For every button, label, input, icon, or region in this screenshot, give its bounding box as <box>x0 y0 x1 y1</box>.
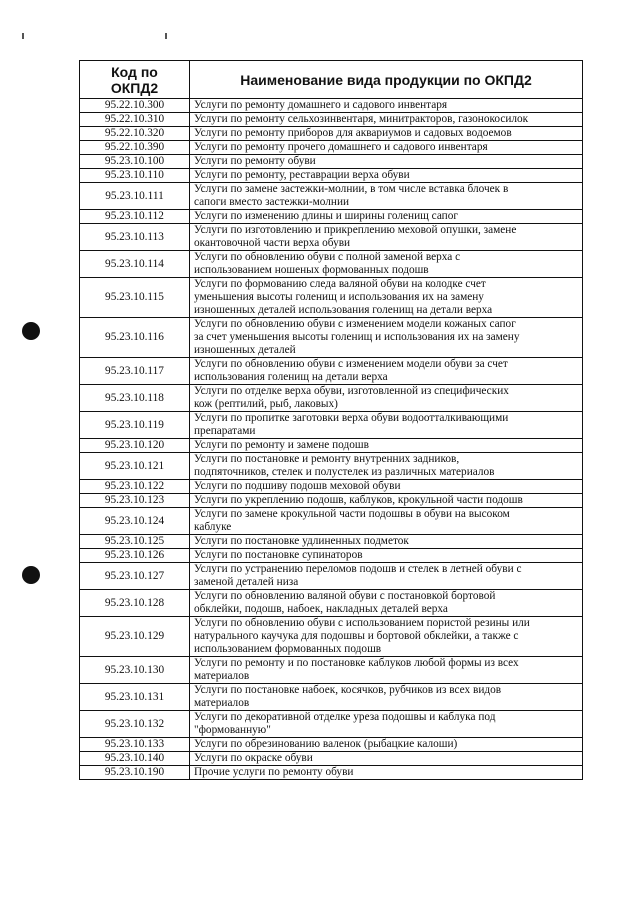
table-row <box>80 453 583 480</box>
okpd2-code: 95.23.10.190 <box>80 766 190 780</box>
table-row <box>80 549 583 563</box>
product-name-line: Услуги по ремонту и по постановке каблуков любой формы из всех <box>194 657 519 669</box>
table-row <box>80 210 583 224</box>
product-name <box>190 412 583 439</box>
header-code-line: ОКПД2 <box>110 79 159 96</box>
product-name-line: Услуги по замене крокульной части подошвы в обуви на высоком <box>194 508 510 520</box>
product-name <box>190 155 583 169</box>
product-name-line: изношенных деталей использования голенищ на детали верха <box>194 304 493 316</box>
okpd2-code: 95.22.10.300 <box>80 99 190 113</box>
product-name-line: за счет уменьшения высоты голенищ и использования их на замену <box>194 331 520 343</box>
table-row <box>80 385 583 412</box>
table-row <box>80 590 583 617</box>
okpd2-code: 95.23.10.127 <box>80 563 190 590</box>
product-name-line: Услуги по обновлению обуви с использованием пористой резины или <box>194 617 530 629</box>
okpd2-table <box>79 60 583 780</box>
table-row <box>80 318 583 358</box>
header-name: Наименование вида продукции по ОКПД2 <box>190 61 583 99</box>
okpd2-code: 95.23.10.117 <box>80 358 190 385</box>
okpd2-code: 95.23.10.133 <box>80 738 190 752</box>
product-name <box>190 251 583 278</box>
product-name-line: Услуги по постановке супинаторов <box>194 549 363 561</box>
product-name-line: натурального каучука для подошвы и бортовой обклейки, а также с <box>194 630 519 642</box>
product-name <box>190 711 583 738</box>
okpd2-code: 95.22.10.320 <box>80 127 190 141</box>
product-name-line: уменьшения высоты голенищ и использования их на замену <box>194 291 484 303</box>
product-name-line: Услуги по обрезинованию валенок (рыбацкие калоши) <box>194 738 458 750</box>
okpd2-code: 95.23.10.118 <box>80 385 190 412</box>
product-name-line: Услуги по окраске обуви <box>194 752 313 764</box>
product-name-line: Услуги по ремонту сельхозинвентаря, минитракторов, газонокосилок <box>194 113 529 125</box>
product-name-line: кож (рептилий, рыб, лаковых) <box>194 398 338 410</box>
product-name-line: Услуги по постановке удлиненных подметок <box>194 535 409 547</box>
table-row <box>80 155 583 169</box>
product-name-line: Услуги по обновлению обуви с изменением модели обуви за счет <box>194 358 508 370</box>
table-row <box>80 224 583 251</box>
product-name-line: окантовочной части верха обуви <box>194 237 351 249</box>
table-row <box>80 535 583 549</box>
table-row <box>80 358 583 385</box>
table-row <box>80 251 583 278</box>
product-name-line: Услуги по постановке набоек, косячков, рубчиков из всех видов <box>194 684 502 696</box>
product-name <box>190 508 583 535</box>
okpd2-code: 95.23.10.120 <box>80 439 190 453</box>
product-name <box>190 127 583 141</box>
punch-hole <box>22 322 40 340</box>
table-row <box>80 752 583 766</box>
table-row <box>80 684 583 711</box>
product-name-line: Услуги по устранению переломов подошв и стелек в летней обуви с <box>194 563 522 575</box>
table-row <box>80 113 583 127</box>
product-name <box>190 169 583 183</box>
product-name-line: использованием ношеных формованных подошв <box>194 264 429 276</box>
header-code <box>80 61 190 99</box>
product-name <box>190 738 583 752</box>
table-row <box>80 766 583 780</box>
product-name <box>190 563 583 590</box>
product-name-line: обклейки, подошв, набоек, накладных деталей верха <box>194 603 448 615</box>
table-row <box>80 563 583 590</box>
product-name <box>190 766 583 780</box>
product-name-line: материалов <box>194 670 250 682</box>
okpd2-code: 95.23.10.123 <box>80 494 190 508</box>
okpd2-code: 95.23.10.112 <box>80 210 190 224</box>
okpd2-code: 95.23.10.122 <box>80 480 190 494</box>
product-name <box>190 358 583 385</box>
product-name-line: Услуги по пропитке заготовки верха обуви водоотталкивающими <box>194 412 509 424</box>
product-name-line: использования голенищ на детали верха <box>194 371 388 383</box>
product-name <box>190 480 583 494</box>
okpd2-code: 95.23.10.125 <box>80 535 190 549</box>
product-name-line: Услуги по ремонту обуви <box>194 155 316 167</box>
product-name-line: Услуги по отделке верха обуви, изготовленной из специфических <box>194 385 509 397</box>
table-row <box>80 508 583 535</box>
product-name-line: Услуги по ремонту, реставрации верха обуви <box>194 169 410 181</box>
product-name-line: Прочие услуги по ремонту обуви <box>194 766 354 778</box>
product-name <box>190 210 583 224</box>
okpd2-code: 95.22.10.310 <box>80 113 190 127</box>
product-name-line: Услуги по изготовлению и прикреплению меховой опушки, замене <box>194 224 517 236</box>
okpd2-code: 95.23.10.114 <box>80 251 190 278</box>
product-name-line: Услуги по ремонту приборов для аквариумов и садовых водоемов <box>194 127 512 139</box>
table-row <box>80 738 583 752</box>
table-row <box>80 141 583 155</box>
product-name-line: сапоги вместо застежки-молнии <box>194 196 350 208</box>
okpd2-code: 95.23.10.100 <box>80 155 190 169</box>
table-row <box>80 617 583 657</box>
scan-mark <box>22 33 24 39</box>
product-name-line: Услуги по обновлению обуви с полной заменой верха с <box>194 251 461 263</box>
okpd2-code: 95.23.10.111 <box>80 183 190 210</box>
okpd2-code: 95.23.10.128 <box>80 590 190 617</box>
product-name-line: материалов <box>194 697 250 709</box>
okpd2-code: 95.23.10.126 <box>80 549 190 563</box>
product-name-line: Услуги по обновлению обуви с изменением модели кожаных сапог <box>194 318 516 330</box>
okpd2-code: 95.23.10.110 <box>80 169 190 183</box>
product-name-line: Услуги по ремонту прочего домашнего и садового инвентаря <box>194 141 488 153</box>
product-name-line: Услуги по ремонту домашнего и садового инвентаря <box>194 99 448 111</box>
product-name-line: Услуги по замене застежки-молнии, в том числе вставка блочек в <box>194 183 509 195</box>
product-name-line: каблуке <box>194 521 232 533</box>
product-name-line: препаратами <box>194 425 256 437</box>
okpd2-code: 95.23.10.132 <box>80 711 190 738</box>
product-name-line: "формованную" <box>194 724 271 736</box>
product-name-line: Услуги по подшиву подошв меховой обуви <box>194 480 401 492</box>
product-name <box>190 278 583 318</box>
product-name <box>190 752 583 766</box>
product-name-line: Услуги по ремонту и замене подошв <box>194 439 369 451</box>
table-header-row <box>80 61 583 99</box>
header-code-line: Код по <box>111 63 158 80</box>
table-row <box>80 494 583 508</box>
table-row <box>80 278 583 318</box>
product-name-line: использованием формованных подошв <box>194 643 382 655</box>
table-row <box>80 127 583 141</box>
okpd2-code: 95.23.10.115 <box>80 278 190 318</box>
table-row <box>80 183 583 210</box>
product-name <box>190 318 583 358</box>
product-name-line: Услуги по формованию следа валяной обуви на колодке счет <box>194 278 486 290</box>
product-name <box>190 141 583 155</box>
product-name-line: Услуги по постановке и ремонту внутренних задников, <box>194 453 460 465</box>
punch-hole <box>22 566 40 584</box>
product-name <box>190 535 583 549</box>
okpd2-code: 95.23.10.130 <box>80 657 190 684</box>
table-row <box>80 480 583 494</box>
product-name-line: Услуги по изменению длины и ширины голенищ сапог <box>194 210 459 222</box>
product-name <box>190 113 583 127</box>
product-name-line: изношенных деталей <box>194 344 296 356</box>
product-name <box>190 183 583 210</box>
okpd2-code: 95.23.10.121 <box>80 453 190 480</box>
product-name <box>190 617 583 657</box>
product-name <box>190 224 583 251</box>
product-name-line: подпяточников, стелек и полустелек из различных материалов <box>194 466 495 478</box>
product-name <box>190 453 583 480</box>
okpd2-code: 95.23.10.131 <box>80 684 190 711</box>
product-name-line: Услуги по декоративной отделке уреза подошвы и каблука под <box>194 711 496 723</box>
product-name <box>190 549 583 563</box>
product-name <box>190 385 583 412</box>
product-name-line: заменой деталей низа <box>194 576 299 588</box>
table-row <box>80 439 583 453</box>
product-name <box>190 684 583 711</box>
okpd2-code: 95.23.10.140 <box>80 752 190 766</box>
okpd2-code: 95.23.10.129 <box>80 617 190 657</box>
table-row <box>80 99 583 113</box>
scan-mark <box>165 33 167 39</box>
table-row <box>80 412 583 439</box>
product-name <box>190 494 583 508</box>
table-row <box>80 169 583 183</box>
okpd2-code: 95.22.10.390 <box>80 141 190 155</box>
product-name <box>190 99 583 113</box>
product-name-line: Услуги по укреплению подошв, каблуков, крокульной части подошв <box>194 494 523 506</box>
product-name <box>190 590 583 617</box>
product-name-line: Услуги по обновлению валяной обуви с постановкой бортовой <box>194 590 496 602</box>
table-body <box>80 99 583 780</box>
table-row <box>80 711 583 738</box>
product-name <box>190 439 583 453</box>
okpd2-code: 95.23.10.124 <box>80 508 190 535</box>
table-row <box>80 657 583 684</box>
okpd2-code: 95.23.10.116 <box>80 318 190 358</box>
okpd2-code: 95.23.10.119 <box>80 412 190 439</box>
okpd2-code: 95.23.10.113 <box>80 224 190 251</box>
product-name <box>190 657 583 684</box>
